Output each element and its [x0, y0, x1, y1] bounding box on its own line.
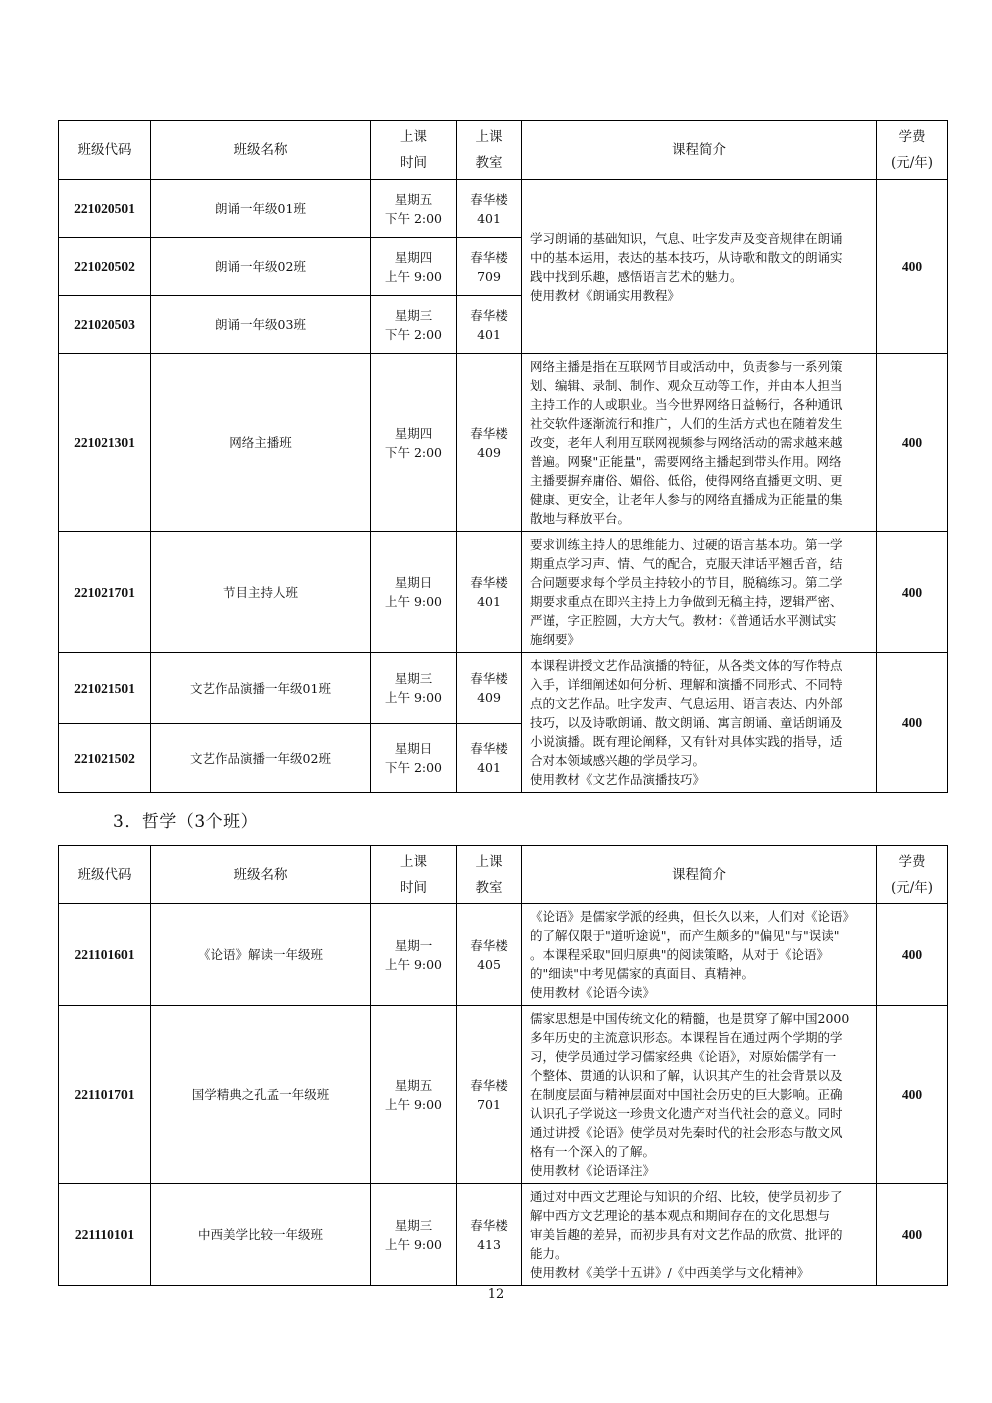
class-name: 朗诵一年级02班	[151, 238, 371, 296]
header-fee: 学费 (元/年)	[877, 121, 948, 180]
class-name: 朗诵一年级01班	[151, 180, 371, 238]
header-room: 上课 教室	[457, 121, 522, 180]
section-title: 3．哲学（3个班）	[113, 812, 259, 832]
class-time: 星期四 下午 2:00	[371, 354, 457, 532]
course-description: 儒家思想是中国传统文化的精髓，也是贯穿了解中国2000 多年历史的主流意识形态。本课程旨在通过两个学期的学 习，使学员通过学习儒家经典《论语》，对原始儒学有一 个整体、贯通的认识和了解，认识其产生的社会背景以及 在制度层面与精神层面对中国社会历史的巨大影响。正确 认识孔子学说这一珍贵文化遗产对当代社会的意义。同时 通过讲授《论语》使学员对先秦时代的社会形态与散文风 格有一个深入的了解。 使用教材《论语译注》	[522, 1006, 877, 1184]
tuition-fee: 400	[877, 653, 948, 793]
tuition-fee: 400	[877, 354, 948, 532]
course-description: 要求训练主持人的思维能力、过硬的语言基本功。第一学 期重点学习声、情、气的配合，克服天津话平翘舌音，结 合问题要求每个学员主持较小的节目，脱稿练习。第二学 期要求重点在即兴主持上力争做到无稿主持，逻辑严密、 严谨，字正腔圆，大方大气。教材：《普通话水平测试实 施纲要》	[522, 532, 877, 653]
class-name: 文艺作品演播一年级02班	[151, 724, 371, 793]
class-time: 星期三 上午 9:00	[371, 653, 457, 724]
class-code: 221110101	[59, 1184, 151, 1286]
class-time: 星期五 下午 2:00	[371, 180, 457, 238]
header-time: 上课 时间	[371, 121, 457, 180]
header-room: 上课 教室	[457, 846, 522, 904]
course-table-philosophy	[58, 845, 948, 1286]
header-class-name: 班级名称	[151, 846, 371, 904]
tuition-fee: 400	[877, 904, 948, 1006]
course-description: 学习朗诵的基础知识，气息、吐字发声及变音规律在朗诵 中的基本运用，表达的基本技巧，从诗歌和散文的朗诵实 践中找到乐趣，感悟语言艺术的魅力。 使用教材《朗诵实用教程》	[522, 180, 877, 354]
class-time: 星期日 下午 2:00	[371, 724, 457, 793]
class-code: 221021501	[59, 653, 151, 724]
table-row	[59, 1184, 948, 1286]
class-code: 221021301	[59, 354, 151, 532]
table-header-row	[59, 846, 948, 904]
class-name: 中西美学比较一年级班	[151, 1184, 371, 1286]
header-description: 课程简介	[522, 846, 877, 904]
course-description: 网络主播是指在互联网节目或活动中，负责参与一系列策 划、编辑、录制、制作、观众互动等工作，并由本人担当 主持工作的人或职业。当今世界网络日益畅行，各种通讯 社交软件逐渐流行和推广，人们的生活方式也在随着发生 改变，老年人利用互联网视频参与网络活动的需求越来越 普遍。网聚"正能量"，需要网络主播起到带头作用。网络 主播要摒弃庸俗、媚俗、低俗，使得网络直播更文明、更 健康、更安全，让老年人参与的网络直播成为正能量的集 散地与释放平台。	[522, 354, 877, 532]
class-name: 文艺作品演播一年级01班	[151, 653, 371, 724]
table-row	[59, 1006, 948, 1184]
class-name: 网络主播班	[151, 354, 371, 532]
class-code: 221020501	[59, 180, 151, 238]
tuition-fee: 400	[877, 532, 948, 653]
class-name: 国学精典之孔孟一年级班	[151, 1006, 371, 1184]
page-number: 12	[487, 1287, 505, 1302]
table-row	[59, 653, 948, 724]
class-room: 春华楼 401	[457, 724, 522, 793]
class-time: 星期四 上午 9:00	[371, 238, 457, 296]
header-description: 课程简介	[522, 121, 877, 180]
class-room: 春华楼 401	[457, 180, 522, 238]
tuition-fee: 400	[877, 1184, 948, 1286]
class-room: 春华楼 709	[457, 238, 522, 296]
tuition-fee: 400	[877, 1006, 948, 1184]
tuition-fee: 400	[877, 180, 948, 354]
class-name: 节目主持人班	[151, 532, 371, 653]
header-class-name: 班级名称	[151, 121, 371, 180]
class-room: 春华楼 401	[457, 296, 522, 354]
class-room: 春华楼 701	[457, 1006, 522, 1184]
header-time: 上课 时间	[371, 846, 457, 904]
class-code: 221021502	[59, 724, 151, 793]
table-row	[59, 180, 948, 238]
class-room: 春华楼 401	[457, 532, 522, 653]
table-row	[59, 532, 948, 653]
header-fee: 学费 (元/年)	[877, 846, 948, 904]
course-description: 《论语》是儒家学派的经典，但长久以来，人们对《论语》 的了解仅限于"道听途说"，而产生颇多的"偏见"与"误读" 。本课程采取"回归原典"的阅读策略，从对于《论语》 的"细读"中考见儒家的真面目、真精神。 使用教材《论语今读》	[522, 904, 877, 1006]
class-code: 221020502	[59, 238, 151, 296]
class-time: 星期日 上午 9:00	[371, 532, 457, 653]
class-room: 春华楼 409	[457, 354, 522, 532]
class-room: 春华楼 409	[457, 653, 522, 724]
table-header-row	[59, 121, 948, 180]
table-row	[59, 354, 948, 532]
class-code: 221021701	[59, 532, 151, 653]
class-room: 春华楼 405	[457, 904, 522, 1006]
class-time: 星期一 上午 9:00	[371, 904, 457, 1006]
header-class-code: 班级代码	[59, 846, 151, 904]
class-code: 221101701	[59, 1006, 151, 1184]
course-description: 本课程讲授文艺作品演播的特征，从各类文体的写作特点 入手，详细阐述如何分析、理解和演播不同形式、不同特 点的文艺作品。吐字发声、气息运用、语言表达、内外部 技巧，以及诗歌朗诵、散文朗诵、寓言朗诵、童话朗诵及 小说演播。既有理论阐释，又有针对具体实践的指导，适 合对本领域感兴趣的学员学习。 使用教材《文艺作品演播技巧》	[522, 653, 877, 793]
header-class-code: 班级代码	[59, 121, 151, 180]
class-code: 221020503	[59, 296, 151, 354]
class-time: 星期三 上午 9:00	[371, 1184, 457, 1286]
class-time: 星期三 下午 2:00	[371, 296, 457, 354]
class-room: 春华楼 413	[457, 1184, 522, 1286]
class-name: 朗诵一年级03班	[151, 296, 371, 354]
class-code: 221101601	[59, 904, 151, 1006]
table-row	[59, 904, 948, 1006]
course-description: 通过对中西文艺理论与知识的介绍、比较，使学员初步了 解中西方文艺理论的基本观点和期间存在的文化思想与 审美旨趣的差异，而初步具有对文艺作品的欣赏、批评的 能力。 使用教材《美学十五讲》/《中西美学与文化精神》	[522, 1184, 877, 1286]
class-name: 《论语》解读一年级班	[151, 904, 371, 1006]
class-time: 星期五 上午 9:00	[371, 1006, 457, 1184]
course-table-recitation	[58, 120, 948, 793]
